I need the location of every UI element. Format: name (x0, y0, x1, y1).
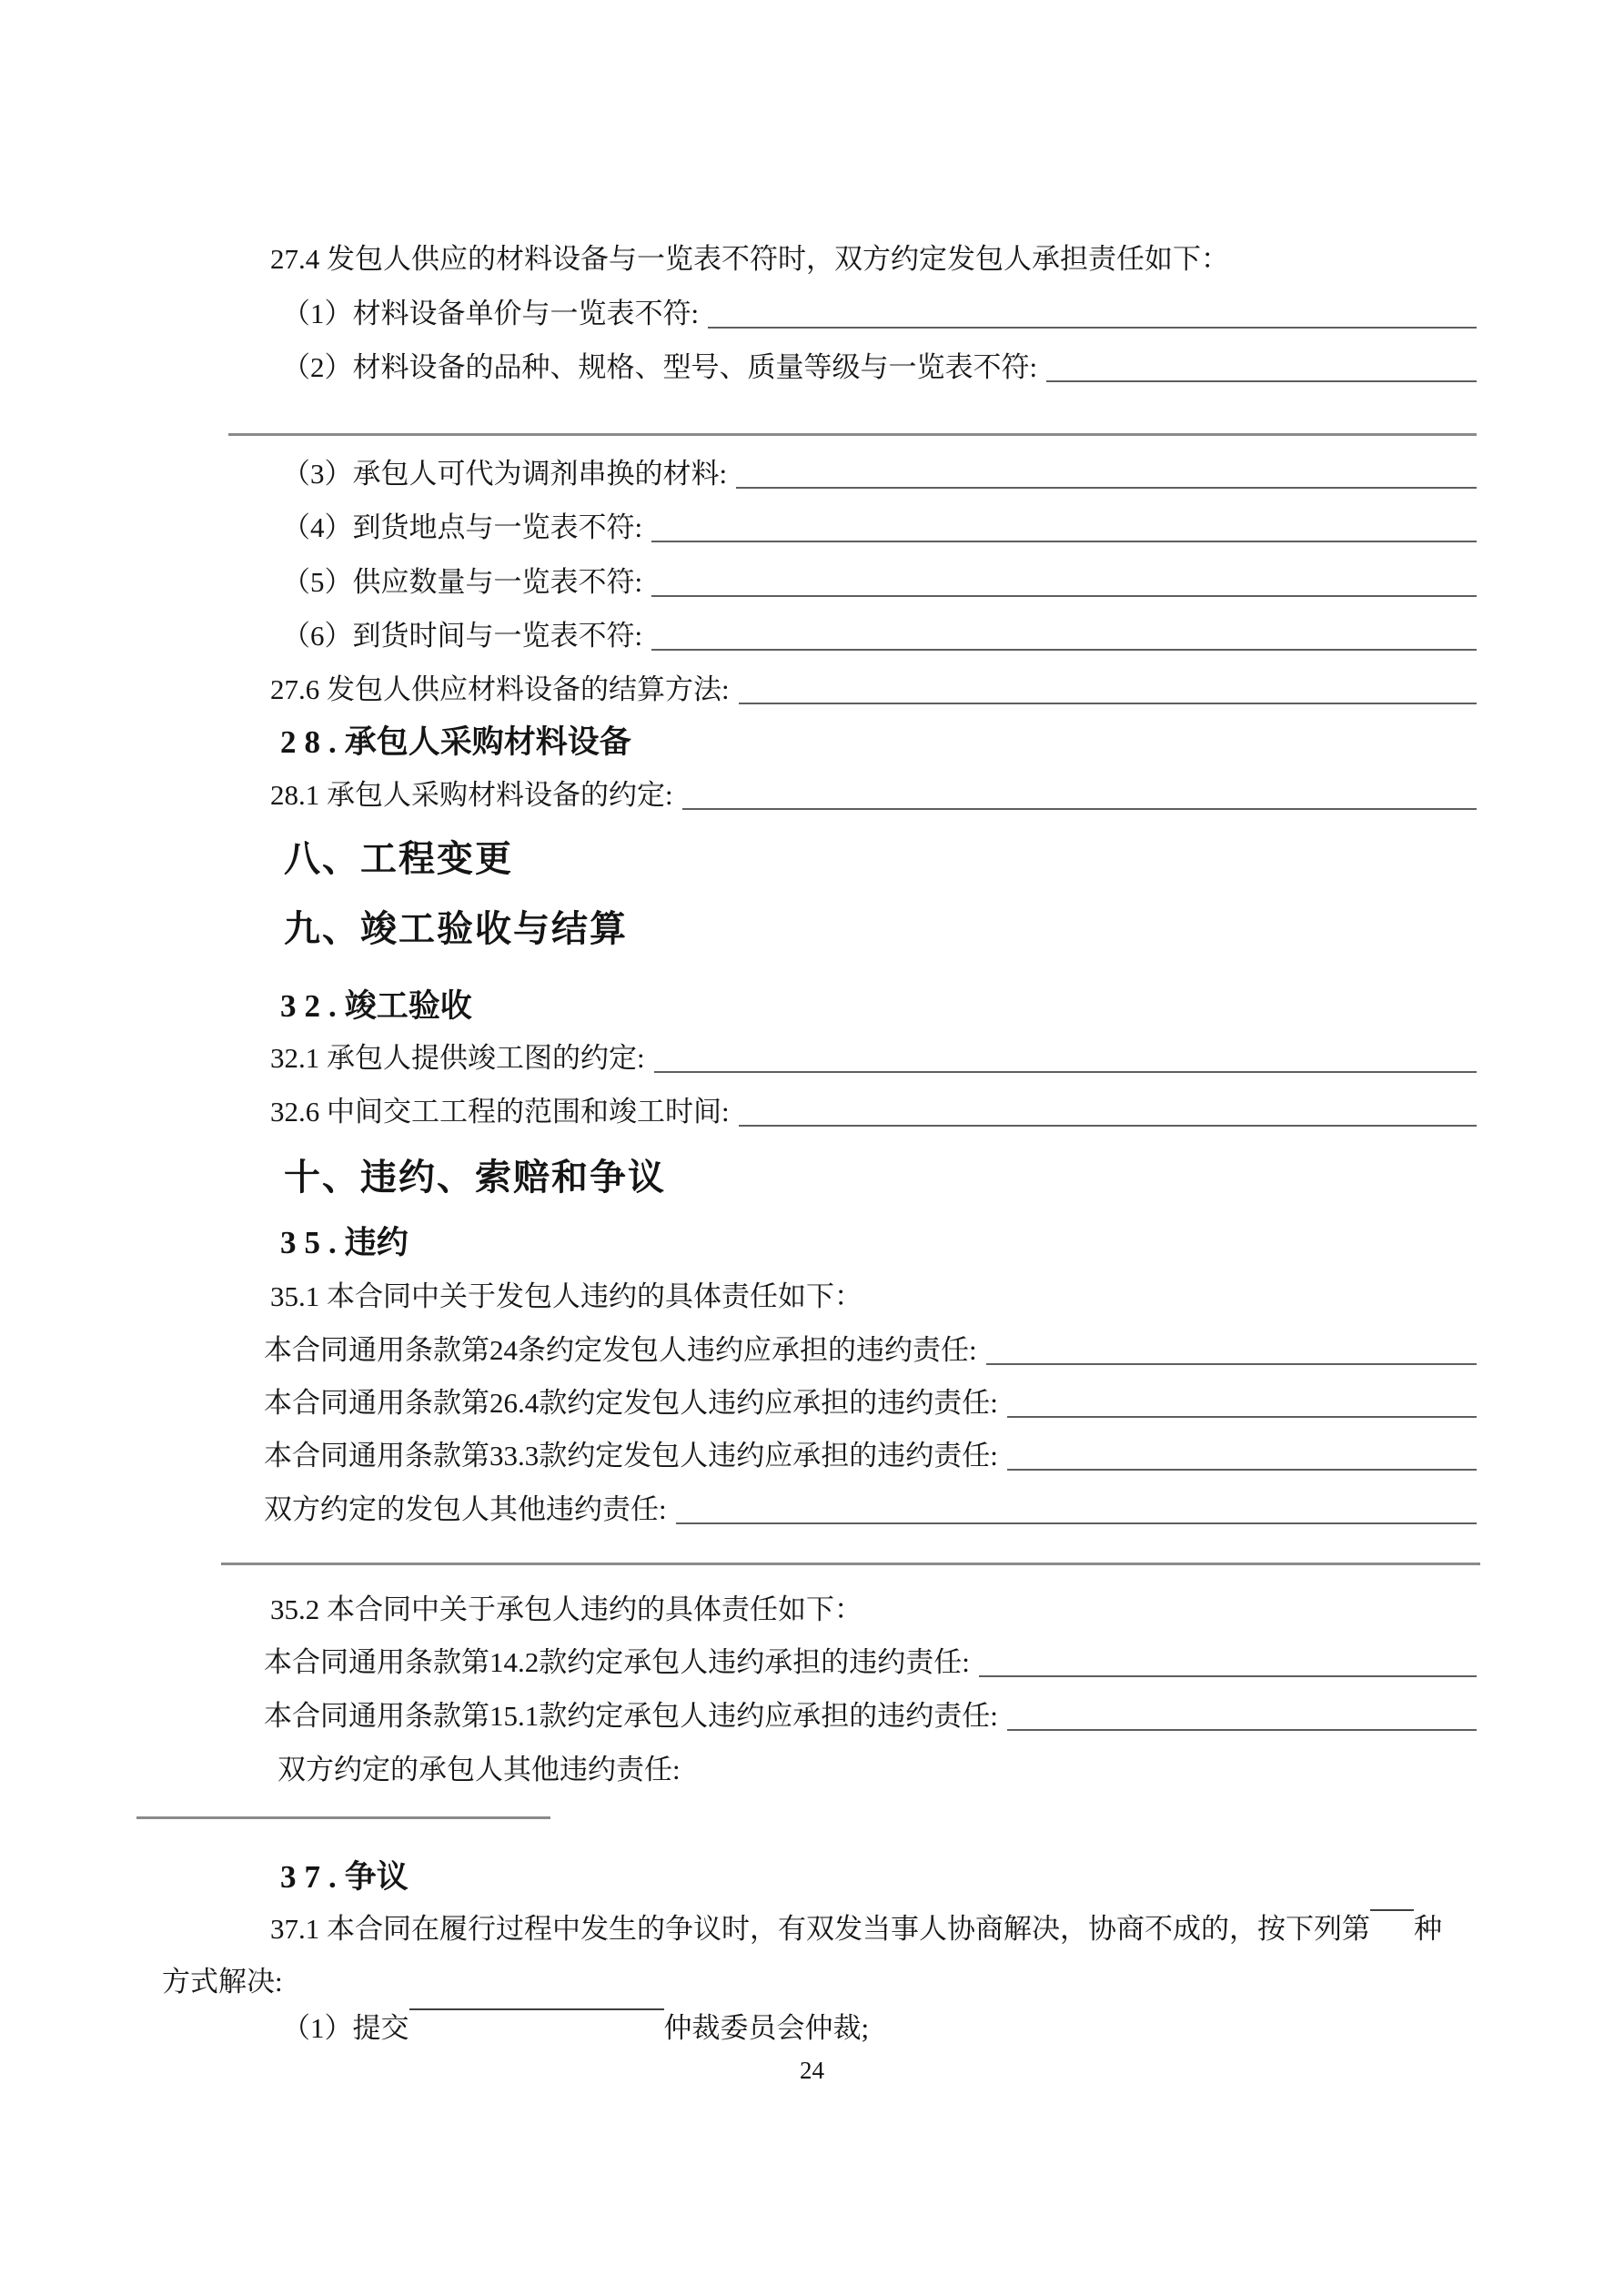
clause-35-1-line-26-4 (0, 1382, 1477, 1424)
clause-text: 32.1 承包人提供竣工图的约定: (270, 1042, 645, 1074)
fill-in-blank (986, 1363, 1477, 1365)
fill-in-blank (739, 1125, 1477, 1127)
heading-28 (0, 719, 1477, 766)
clause-text: 本合同通用条款第26.4款约定发包人违约应承担的违约责任: (264, 1387, 998, 1419)
clause-35-2-other (0, 1749, 1477, 1791)
clause-35-1-line-24 (0, 1330, 1477, 1371)
clause-35-1-other (0, 1489, 1477, 1531)
clause-text: 本合同通用条款第14.2款约定承包人违约承担的违约责任: (264, 1646, 970, 1678)
heading-number: 32. (280, 988, 345, 1024)
fill-in-blank (1007, 1469, 1477, 1471)
continuation-blank-line (221, 1563, 1480, 1565)
fill-in-blank-short (1370, 1908, 1414, 1911)
item-label: （4）到货地点与一览表不符: (282, 511, 643, 543)
fill-in-blank (676, 1522, 1477, 1524)
heading-number: 35. (280, 1225, 345, 1260)
fill-in-blank (651, 595, 1477, 597)
clause-35-2 (0, 1589, 1477, 1631)
clause-text: 28.1 承包人采购材料设备的约定: (270, 779, 673, 811)
continuation-blank-line (228, 433, 1477, 436)
continuation-blank-line (136, 1816, 550, 1819)
section-heading-8 (0, 834, 1477, 885)
heading-title: 违约 (344, 1225, 409, 1260)
clause-text: 本合同通用条款第15.1款约定承包人违约应承担的违约责任: (264, 1700, 998, 1732)
item-label: （5）供应数量与一览表不符: (282, 566, 643, 598)
clause-text: 32.6 中间交工工程的范围和竣工时间: (270, 1096, 730, 1128)
item-label: （1）提交 (282, 2012, 409, 2044)
heading-number: 37. (280, 1859, 345, 1895)
clause-text: 37.1 本合同在履行过程中发生的争议时，有双发当事人协商解决，协商不成的，按下列第 (270, 1913, 1370, 1945)
heading-32 (0, 983, 1477, 1030)
clause-text: 双方约定的承包人其他违约责任: (277, 1754, 681, 1785)
clause-text: 27.6 发包人供应材料设备的结算方法: (270, 673, 730, 705)
clause-text: 种 (1414, 1913, 1442, 1945)
item-label: （2）材料设备的品种、规格、型号、质量等级与一览表不符: (282, 351, 1038, 383)
clause-text: 35.1 本合同中关于发包人违约的具体责任如下： (270, 1280, 862, 1312)
heading-title: 承包人采购材料设备 (344, 724, 631, 760)
clause-37-1 (0, 1908, 1477, 1950)
clause-27-4-item-2 (0, 347, 1477, 389)
clause-text: 本合同通用条款第24条约定发包人违约应承担的违约责任: (264, 1334, 977, 1366)
item-label: （1）材料设备单价与一览表不符: (282, 298, 700, 329)
heading-title: 竣工验收 (344, 988, 472, 1024)
fill-in-blank (736, 487, 1477, 489)
item-label: 仲裁委员会仲裁; (663, 2012, 870, 2044)
clause-27-4 (0, 238, 1477, 280)
clause-32-6 (0, 1091, 1477, 1133)
fill-in-blank (1007, 1416, 1477, 1418)
fill-in-blank (682, 808, 1477, 810)
clause-35-2-line-15-1 (0, 1695, 1477, 1737)
clause-27-6 (0, 669, 1477, 711)
clause-32-1 (0, 1037, 1477, 1079)
clause-27-4-item-6 (0, 615, 1477, 657)
section-title: 十、违约、索赔和争议 (284, 1157, 666, 1198)
fill-in-blank (654, 1071, 1477, 1073)
clause-27-4-item-4 (0, 507, 1477, 549)
clause-28-1 (0, 774, 1477, 816)
section-title: 八、工程变更 (284, 838, 513, 879)
fill-in-blank (1007, 1729, 1477, 1731)
fill-in-blank (1046, 380, 1477, 382)
heading-title: 争议 (344, 1859, 409, 1895)
fill-in-blank (708, 327, 1477, 329)
clause-35-1 (0, 1276, 1477, 1318)
clause-text: 35.2 本合同中关于承包人违约的具体责任如下： (270, 1593, 862, 1625)
fill-in-blank (979, 1675, 1477, 1677)
section-title: 九、竣工验收与结算 (284, 908, 628, 949)
clause-27-4-item-5 (0, 561, 1477, 603)
clause-27-4-item-3 (0, 453, 1477, 495)
clause-text: 27.4 发包人供应的材料设备与一览表不符时，双方约定发包人承担责任如下： (270, 243, 1229, 275)
fill-in-blank-arbitration (409, 2008, 664, 2010)
fill-in-blank (651, 541, 1477, 542)
page-number: 24 (800, 2057, 824, 2084)
clause-37-1-option-1 (0, 2008, 1477, 2049)
clause-text: 双方约定的发包人其他违约责任: (264, 1493, 667, 1525)
clause-35-1-line-33-3 (0, 1435, 1477, 1477)
clause-37-1-continuation (0, 1961, 1477, 2003)
heading-number: 28. (280, 724, 345, 760)
heading-35 (0, 1219, 1477, 1267)
section-heading-9 (0, 904, 1477, 955)
clause-text: 本合同通用条款第33.3款约定发包人违约应承担的违约责任: (264, 1440, 998, 1472)
fill-in-blank (651, 649, 1477, 651)
item-label: （6）到货时间与一览表不符: (282, 620, 643, 652)
clause-27-4-item-1 (0, 293, 1477, 335)
clause-text: 方式解决: (162, 1966, 283, 1998)
item-label: （3）承包人可代为调剂串换的材料: (282, 458, 728, 490)
heading-37 (0, 1854, 1477, 1901)
clause-35-2-line-14-2 (0, 1642, 1477, 1684)
section-heading-10 (0, 1152, 1477, 1203)
fill-in-blank (739, 703, 1477, 704)
